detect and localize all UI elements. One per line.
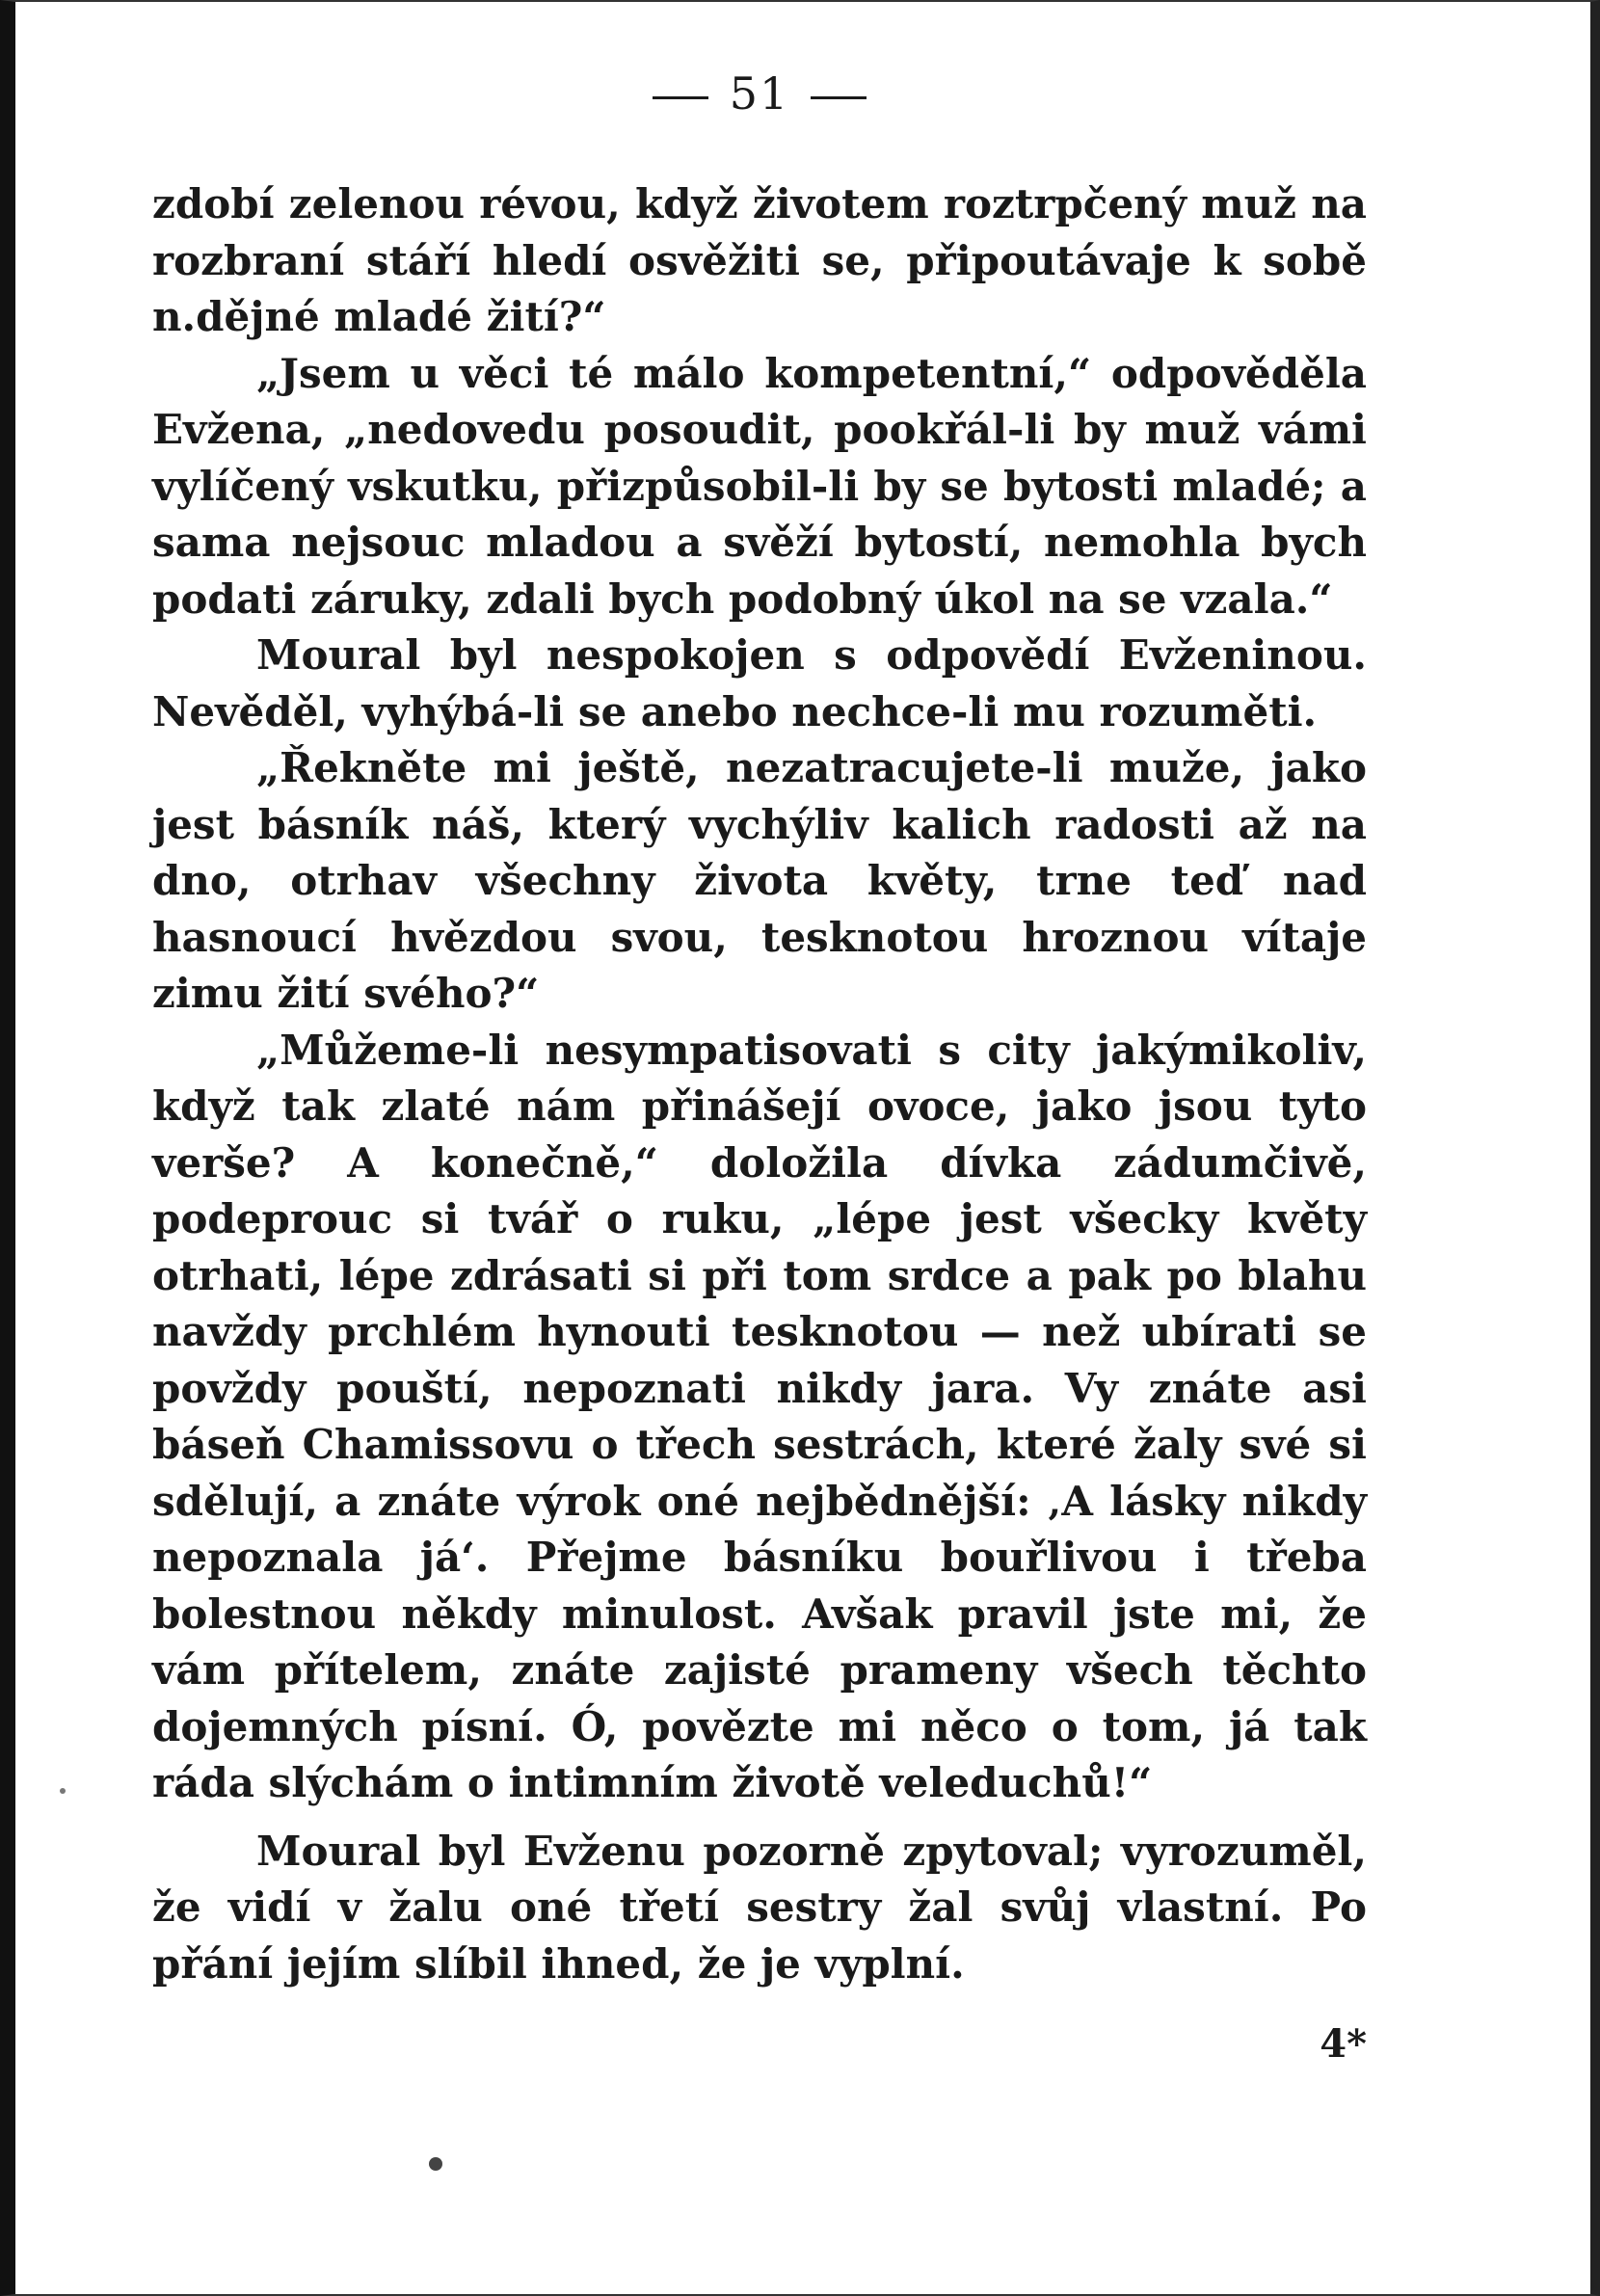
page-number-value: 51 bbox=[729, 67, 790, 120]
paragraph-5: „Můžeme-li nesympatisovati s city jakýmikoliv, když tak zlaté nám přinášejí ovoce, jako jsou tyto verše? A konečně,“ doložila dívka zádumčivě, podeprouc si tvář o ruku, „lépe jest všecky květy otrhati, lépe zdrásati si při tom srdce a pak po blahu navždy prchlém hynouti tesknotou — než ubírati se povždy pouští, nepoznati nikdy jara. Vy znáte asi báseň Chamissovu o třech sestrách, které žaly své si sdělují, a znáte výrok oné nejbědnější: ‚A lásky nikdy nepoznala já‘. Přejme básníku bouřlivou i třeba bolestnou někdy minulost. Avšak pravil jste mi, že vám přítelem, znáte zajisté prameny všech těchto dojemných písní. Ó, povězte mi něco o tom, já tak ráda slýchám o intimním životě veleduchů!“ bbox=[152, 1026, 1367, 1807]
paragraph-6: Moural byl Evženu pozorně zpytoval; vyrozuměl, že vidí v žalu oné třetí sestry žal svůj vlastní. Po přání jejím slíbil ihned, že je vyplní. bbox=[152, 1827, 1367, 1988]
ink-speck bbox=[60, 1788, 66, 1794]
page-number-dash-left bbox=[653, 96, 708, 99]
ink-smudge bbox=[429, 2157, 442, 2171]
book-page bbox=[152, 67, 1367, 2068]
page-number bbox=[152, 67, 1367, 120]
paragraph-3: Moural byl nespokojen s odpovědí Evženinou. Nevěděl, vyhýbá-li se anebo nechce-li mu rozuměti. bbox=[152, 631, 1367, 735]
signature-mark: 4* bbox=[1320, 2021, 1367, 2068]
paragraph-2: „Jsem u věci té málo kompetentní,“ odpověděla Evžena, „nedovedu posoudit, pookřál-li by muž vámi vylíčený vskutku, přizpůsobil-li by se bytosti mladé; a sama nejsouc mladou a svěží bytostí, nemohla bych podati záruky, zdali bych podobný úkol na se vzala.“ bbox=[152, 349, 1367, 623]
paragraph-4: „Řekněte mi ještě, nezatracujete-li muže, jako jest básník náš, který vychýliv kalich radosti až na dno, otrhav všechny života květy, trne teď nad hasnoucí hvězdou svou, tesknotou hroznou vítaje zimu žití svého?“ bbox=[152, 744, 1367, 1018]
page-number-dash-right bbox=[811, 96, 867, 99]
paragraph-1: zdobí zelenou révou, když životem roztrpčený muž na rozbraní stáří hledí osvěžiti se, připoutávaje k sobě n.dějné mladé žití?“ bbox=[152, 180, 1367, 341]
